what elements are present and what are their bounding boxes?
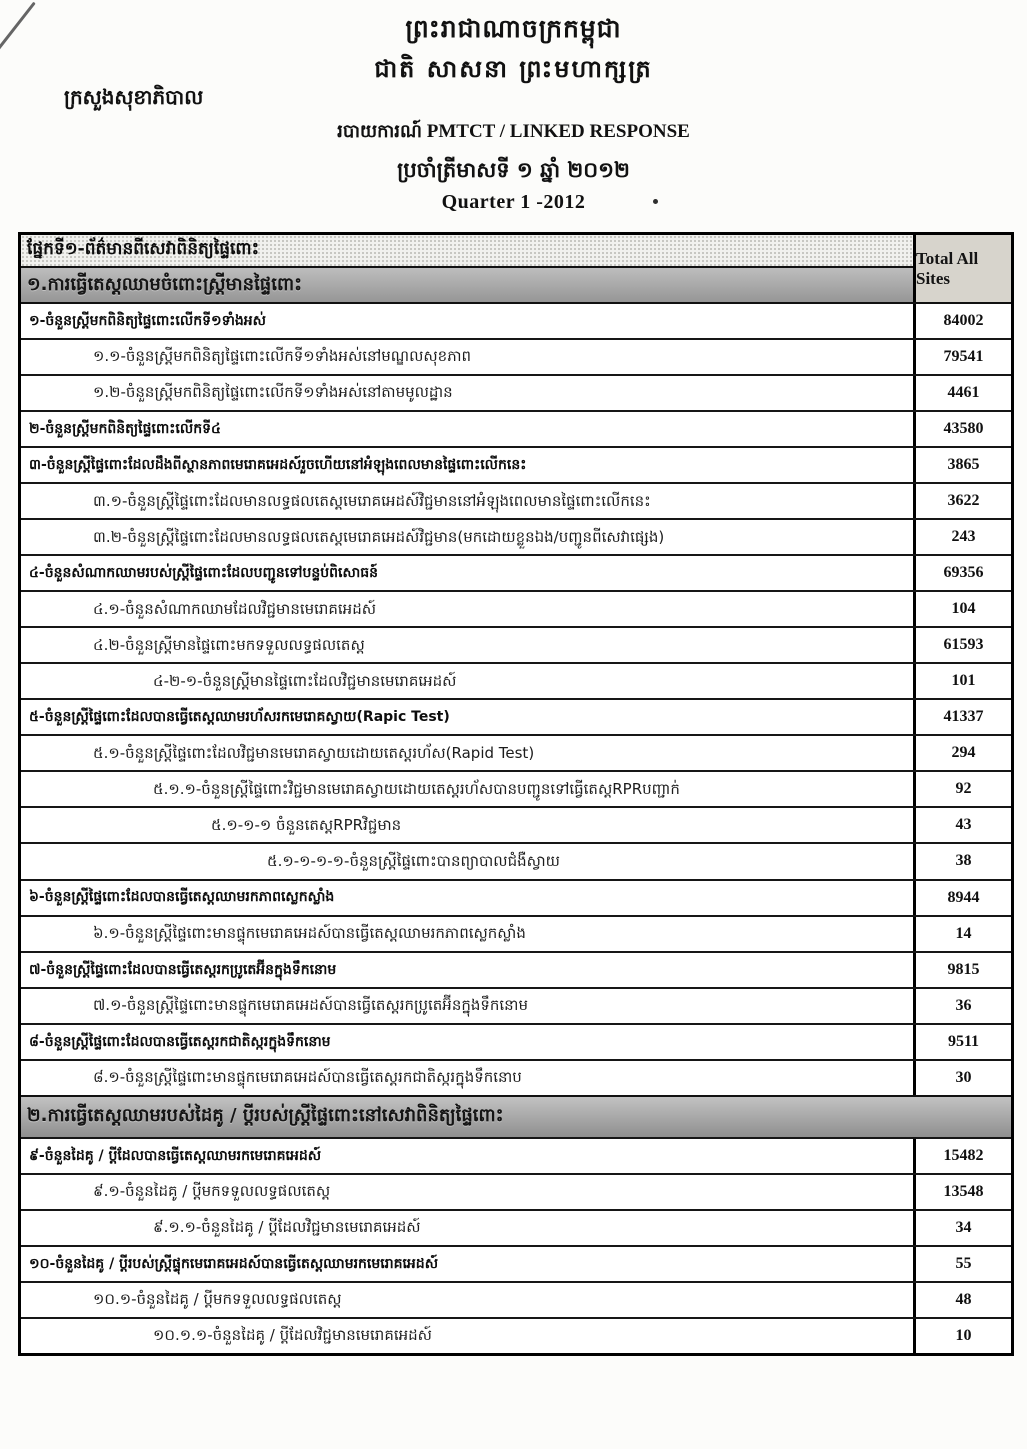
row-label: ៩.១-ចំនួនដៃគូ / ប្តីមកទទួលលទ្ធផលតេស្ត (93, 1182, 331, 1201)
table-row (21, 626, 1011, 662)
report-table (18, 232, 1014, 1356)
row-value: 101 (913, 664, 1011, 698)
row-label: ៨-ចំនួនស្ត្រីផ្ទៃពោះដែលបានធ្វើតេស្តរកជាតិស្ករក្នុងទឹកនោម (29, 1033, 331, 1050)
row-label: ៤-ចំនួនសំណាកឈាមរបស់ស្ត្រីផ្ទៃពោះដែលបញ្ជូនទៅបន្ទប់ពិសោធន៍ (29, 565, 379, 582)
table-row (21, 554, 1011, 590)
row-value: 55 (913, 1247, 1011, 1281)
table-row (21, 842, 1011, 878)
section-1-header: ១.ការធ្វើតេស្តឈាមចំពោះស្ត្រីមានផ្ទៃពោះ (21, 268, 913, 302)
row-label: ៦.១-ចំនួនស្ត្រីផ្ទៃពោះមានផ្ទុកមេរោគអេដស៍បានធ្វើតេស្តឈាមរកភាពស្លេកស្លាំង (93, 923, 526, 942)
part1-title: ផ្នែកទី១-ព័ត៌មានពីសេវាពិនិត្យផ្ទៃពោះ (21, 235, 913, 268)
table-row (21, 1281, 1011, 1317)
row-label: ៣.១-ចំនួនស្ត្រីផ្ទៃពោះដែលមានលទ្ធផលតេស្តមេរោគអេដស៍វិជ្ជមាននៅអំឡុងពេលមានផ្ទៃពោះលើកនេះ (93, 491, 651, 510)
row-label: ១០-ចំនួនដៃគូ / ប្តីរបស់ស្ត្រីផ្ទុកមេរោគអេដស៍បានធ្វើតេស្តឈាមរកមេរោគអេដស៍ (29, 1255, 439, 1272)
row-value: 41337 (913, 700, 1011, 734)
row-label: ២-ចំនួនស្ត្រីមកពិនិត្យផ្ទៃពោះលើកទី៤ (29, 421, 221, 438)
row-value: 84002 (913, 304, 1011, 338)
table-row (21, 518, 1011, 554)
table-header-left (21, 235, 913, 302)
table-row (21, 304, 1011, 338)
table-row (21, 374, 1011, 410)
table-header (21, 235, 1011, 304)
row-value: 9511 (913, 1025, 1011, 1059)
table-row (21, 987, 1011, 1023)
row-value: 43580 (913, 412, 1011, 446)
row-value: 61593 (913, 628, 1011, 662)
row-label: ៤.១-ចំនួនសំណាកឈាមដែលវិជ្ជមានមេរោគអេដស៍ (93, 599, 377, 618)
row-label: ១០.១.១-ចំនួនដៃគូ / ប្តីដែលវិជ្ជមានមេរោគអេដស៍ (153, 1326, 432, 1345)
row-label: ៩.១.១-ចំនួនដៃគូ / ប្តីដែលវិជ្ជមានមេរោគអេដស៍ (153, 1218, 421, 1237)
row-value: 79541 (913, 340, 1011, 374)
row-value: 34 (913, 1211, 1011, 1245)
table-row (21, 338, 1011, 374)
row-label: ៥.១.១-ចំនួនស្ត្រីផ្ទៃពោះវិជ្ជមានមេរោគស្វាយដោយតេស្តរហ័សបានបញ្ជូនទៅធ្វើតេស្តRPRបញ្ជាក់ (153, 779, 680, 798)
table-row (21, 446, 1011, 482)
row-label: ៩-ចំនួនដៃគូ / ប្តីដែលបានធ្វើតេស្តឈាមរកមេរោគអេដស៍ (29, 1147, 322, 1164)
table-row (21, 1059, 1011, 1095)
total-all-sites-header: Total All Sites (913, 235, 1011, 302)
table-row (21, 482, 1011, 518)
row-value: 48 (913, 1283, 1011, 1317)
table-row (21, 1317, 1011, 1353)
report-title-latin: PMTCT / LINKED RESPONSE (422, 121, 690, 142)
row-value: 13548 (913, 1175, 1011, 1209)
stray-ink-dot (653, 199, 658, 204)
table-row (21, 1245, 1011, 1281)
table-row (21, 770, 1011, 806)
row-value: 4461 (913, 376, 1011, 410)
kingdom-title: ព្រះរាជាណាចក្រកម្ពុជា (405, 14, 622, 43)
row-label: ១.១-ចំនួនស្ត្រីមកពិនិត្យផ្ទៃពោះលើកទី១ទាំងអស់នៅមណ្ឌលសុខភាព (93, 347, 472, 366)
row-label: ១.២-ចំនួនស្ត្រីមកពិនិត្យផ្ទៃពោះលើកទី១ទាំងអស់នៅតាមមូលដ្ឋាន (93, 383, 453, 402)
row-value: 3865 (913, 448, 1011, 482)
table-body (21, 304, 1011, 1353)
row-label: ៤.២-ចំនួនស្ត្រីមានផ្ទៃពោះមកទទួលលទ្ធផលតេស្ត (93, 635, 365, 654)
row-value: 8944 (913, 881, 1011, 915)
table-row (21, 410, 1011, 446)
national-motto: ជាតិ សាសនា ព្រះមហាក្សត្រ (374, 55, 653, 83)
row-value: 243 (913, 520, 1011, 554)
row-value: 294 (913, 736, 1011, 770)
table-row (21, 734, 1011, 770)
quarter-khmer: ប្រចាំត្រីមាសទី ១ ឆ្នាំ ២០១២ (397, 158, 630, 182)
row-value: 38 (913, 844, 1011, 878)
row-value: 43 (913, 808, 1011, 842)
row-label: ៣-ចំនួនស្ត្រីផ្ទៃពោះដែលដឹងពីស្ថានភាពមេរោគអេដស៍រួចហើយនៅអំឡុងពេលមានផ្ទៃពោះលើកនេះ (29, 457, 527, 474)
table-row (21, 1209, 1011, 1245)
row-label: ១០.១-ចំនួនដៃគូ / ប្តីមកទទួលលទ្ធផលតេស្ត (93, 1290, 342, 1309)
row-label: ៣.២-ចំនួនស្ត្រីផ្ទៃពោះដែលមានលទ្ធផលតេស្តមេរោគអេដស៍វិជ្ជមាន(មកដោយខ្លួនឯង/បញ្ជូនពីសេវាផ្សេង) (93, 527, 665, 546)
row-value: 3622 (913, 484, 1011, 518)
table-row (21, 590, 1011, 626)
row-label: ៨.១-ចំនួនស្ត្រីផ្ទៃពោះមានផ្ទុកមេរោគអេដស៍បានធ្វើតេស្តរកជាតិស្ករក្នុងទឹកនោប (93, 1068, 522, 1087)
table-row (21, 698, 1011, 734)
row-value: 69356 (913, 556, 1011, 590)
section-2-header: ២.ការធ្វើតេស្តឈាមរបស់ដៃគូ / ប្តីរបស់ស្ត្រីផ្ទៃពោះនៅសេវាពិនិត្យផ្ទៃពោះ (21, 1095, 1011, 1137)
row-value: 104 (913, 592, 1011, 626)
row-value: 14 (913, 917, 1011, 951)
report-title-khmer: របាយការណ៍ (337, 121, 422, 142)
row-label: ៥.១-ចំនួនស្ត្រីផ្ទៃពោះដែលវិជ្ជមានមេរោគស្វាយដោយតេស្តរហ័ស(Rapid Test) (93, 743, 535, 762)
row-label: ៥.១-១-១-១-ចំនួនស្ត្រីផ្ទៃពោះបានព្យាបាលជំងឺស្វាយ (267, 851, 560, 870)
row-label: ៧.១-ចំនួនស្ត្រីផ្ទៃពោះមានផ្ទុកមេរោគអេដស៍បានធ្វើតេស្តរកប្រូតេអ៊ីនក្នុងទឹកនោម (93, 995, 528, 1014)
row-value: 10 (913, 1319, 1011, 1353)
row-value: 30 (913, 1061, 1011, 1095)
row-value: 15482 (913, 1139, 1011, 1173)
row-label: ៥-ចំនួនស្ត្រីផ្ទៃពោះដែលបានធ្វើតេស្តឈាមរហ័សរកមេរោគស្វាយ(Rapic Test) (29, 709, 450, 726)
row-label: ១-ចំនួនស្ត្រីមកពិនិត្យផ្ទៃពោះលើកទី១ទាំងអស់ (29, 312, 267, 329)
row-label: ៦-ចំនួនស្ត្រីផ្ទៃពោះដែលបានធ្វើតេស្តឈាមរកភាពស្លេកស្លាំង (29, 889, 335, 906)
row-label: ៧-ចំនួនស្ត្រីផ្ទៃពោះដែលបានធ្វើតេស្តរកប្រូតេអ៊ីនក្នុងទឹកនោម (29, 961, 337, 978)
row-label: ៥.១-១-១ ចំនួនតេស្តRPRវិជ្ជមាន (211, 815, 402, 834)
row-value: 9815 (913, 953, 1011, 987)
ministry-name: ក្រសួងសុខាភិបាល (64, 85, 204, 109)
table-row (21, 951, 1011, 987)
table-row (21, 915, 1011, 951)
table-row (21, 1023, 1011, 1059)
table-row (21, 662, 1011, 698)
report-title (0, 119, 1027, 146)
table-row (21, 879, 1011, 915)
row-value: 92 (913, 772, 1011, 806)
row-label: ៤-២-១-ចំនួនស្ត្រីមានផ្ទៃពោះដែលវិជ្ជមានមេរោគអេដស៍ (153, 671, 457, 690)
table-row (21, 1173, 1011, 1209)
table-row (21, 1137, 1011, 1173)
quarter-english: Quarter 1 -2012 (441, 191, 586, 213)
table-row (21, 806, 1011, 842)
row-value: 36 (913, 989, 1011, 1023)
